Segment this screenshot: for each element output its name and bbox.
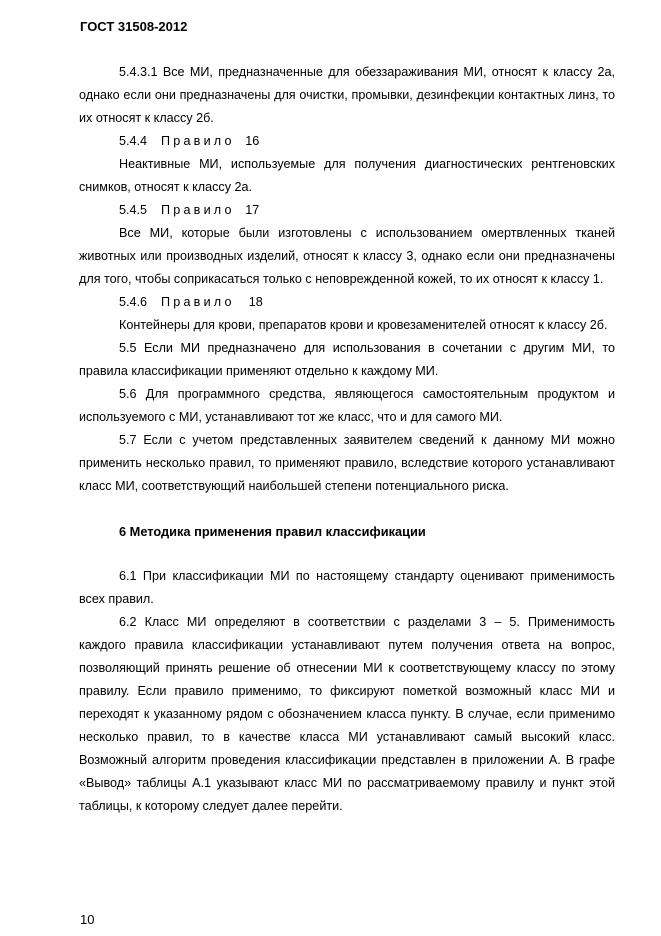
paragraph-rule-16: Неактивные МИ, используемые для получения диагностических рентгеновских снимков, относят к классу 2а. xyxy=(79,157,615,194)
rule-16-number: 5.4.4 xyxy=(119,134,148,148)
rule-18-number: 5.4.6 xyxy=(119,295,148,309)
rule-18-heading xyxy=(79,291,615,314)
paragraph-5-6: 5.6 Для программного средства, являющегося самостоятельным продуктом и используемого с МИ, устанавливают тот же класс, что и для самого МИ. xyxy=(79,387,615,424)
paragraph-rule-17: Все МИ, которые были изготовлены с использованием омертвленных тканей животных или производных изделий, относят к классу 3, однако если они предназначены для того, чтобы соприкасаться только с неповрежденной кожей, то их относят к классу 1. xyxy=(79,226,615,286)
rule-17-heading xyxy=(79,199,615,222)
paragraph-5-7: 5.7 Если с учетом представленных заявителем сведений к данному МИ можно применить несколько правил, то применяют правило, вследствие которого устанавливают класс МИ, соответствующий наибольшей степени потенциального риска. xyxy=(79,433,615,493)
paragraph-6-1: 6.1 При классификации МИ по настоящему стандарту оценивают применимость всех правил. xyxy=(79,569,615,606)
rule-17-index: 17 xyxy=(245,203,260,217)
paragraph-5-4-3-1: 5.4.3.1 Все МИ, предназначенные для обеззараживания МИ, относят к классу 2а, однако если они предназначены для очистки, промывки, дезинфекции контактных линз, то их относят к классу 2б. xyxy=(79,65,615,125)
paragraph-5-5: 5.5 Если МИ предназначено для использования в сочетании с другим МИ, то правила классификации применяют отдельно к каждому МИ. xyxy=(79,341,615,378)
section-6-title: 6 Методика применения правил классификации xyxy=(119,524,426,539)
document-header: ГОСТ 31508-2012 xyxy=(80,19,188,34)
rule-16-heading xyxy=(79,130,615,153)
rule-18-word: Правило xyxy=(161,295,235,309)
rule-18-index: 18 xyxy=(248,295,263,309)
rule-16-word: Правило xyxy=(161,134,235,148)
rule-17-number: 5.4.5 xyxy=(119,203,148,217)
rule-16-index: 16 xyxy=(245,134,260,148)
paragraph-6-2: 6.2 Класс МИ определяют в соответствии с разделами 3 – 5. Применимость каждого правила классификации устанавливают путем получения ответа на вопрос, позволяющий принять решение об отнесении МИ к соответствующему классу по этому правилу. Если правило применимо, то фиксируют пометкой возможный класс МИ и переходят к указанному рядом с обозначением класса пункту. В случае, если применимо несколько правил, то в качестве класса МИ устанавливают самый высокий класс. Возможный алгоритм проведения классификации представлен в приложении А. В графе «Вывод» таблицы А.1 указывают класс МИ по рассматриваемому правилу и пункт этой таблицы, к которому следует далее перейти. xyxy=(79,615,615,813)
page-body xyxy=(79,61,615,818)
rule-17-word: Правило xyxy=(161,203,235,217)
paragraph-rule-18: Контейнеры для крови, препаратов крови и кровезаменителей относят к классу 2б. xyxy=(119,318,608,332)
page-number: 10 xyxy=(80,912,95,927)
